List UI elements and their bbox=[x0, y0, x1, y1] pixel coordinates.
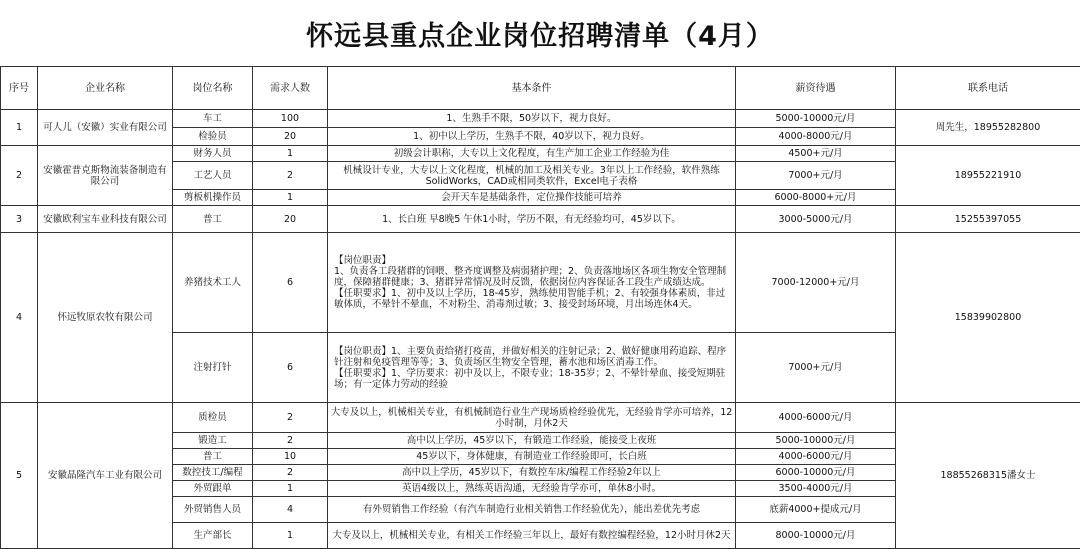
job-salary: 8000-10000元/月 bbox=[736, 523, 896, 549]
job-title: 普工 bbox=[173, 206, 253, 233]
company-name: 怀远牧原农牧有限公司 bbox=[38, 233, 173, 403]
company-name: 安徽欧利宝车业科技有限公司 bbox=[38, 206, 173, 233]
job-title: 注射打针 bbox=[173, 333, 253, 403]
job-salary: 5000-10000元/月 bbox=[736, 433, 896, 449]
job-salary: 3000-5000元/月 bbox=[736, 206, 896, 233]
job-title: 外贸销售人员 bbox=[173, 497, 253, 523]
job-count: 6 bbox=[253, 333, 328, 403]
job-condition: 机械设计专业，大专以上文化程度，机械的加工及相关专业。3年以上工作经验，软件熟练SolidWorks，CAD或相同类软件，Excel电子表格 bbox=[328, 162, 736, 190]
job-count: 1 bbox=[253, 146, 328, 162]
company-index: 1 bbox=[1, 110, 38, 146]
company-name: 安徽霍普克斯物流装备制造有限公司 bbox=[38, 146, 173, 206]
table-row bbox=[1, 206, 1080, 233]
header-index: 序号 bbox=[1, 67, 38, 110]
job-condition: 【岗位职责】 1、负责各工段猪群的饲喂、整齐度调整及病弱猪护理；2、负责落地场区各项生物安全管理制度，保障猪群健康；3、猪群异常情况及时反馈，依据岗位内容保证各工段生产成绩达成。 【任职要求】1、初中及以上学历，18-45岁，熟练使用智能手机；2、有较强身体素质，非过敏体质，不晕针不晕血，不对粉尘、消毒剂过敏；3、接受封场环境，月出场连休4天。 bbox=[328, 233, 736, 333]
job-condition: 会开天车是基础条件，定位操作技能可培养 bbox=[328, 190, 736, 206]
job-condition: 高中以上学历，45岁以下，有锻造工作经验，能接受上夜班 bbox=[328, 433, 736, 449]
job-salary: 6000-8000+元/月 bbox=[736, 190, 896, 206]
job-salary: 7000-12000+元/月 bbox=[736, 233, 896, 333]
job-salary: 4000-6000元/月 bbox=[736, 449, 896, 465]
job-condition: 1、生熟手不限，50岁以下，视力良好。 bbox=[328, 110, 736, 128]
job-title: 剪板机操作员 bbox=[173, 190, 253, 206]
job-condition: 大专及以上，机械相关专业，有机械制造行业生产现场质检经验优先，无经验肯学亦可培养，12小时制，月休2天 bbox=[328, 403, 736, 433]
company-contact: 周先生，18955282800 bbox=[896, 110, 1080, 146]
header-salary: 薪资待遇 bbox=[736, 67, 896, 110]
company-index: 4 bbox=[1, 233, 38, 403]
job-count: 4 bbox=[253, 497, 328, 523]
header-company: 企业名称 bbox=[38, 67, 173, 110]
job-salary: 4000-6000元/月 bbox=[736, 403, 896, 433]
table-row bbox=[1, 146, 1080, 162]
job-condition: 大专及以上，机械相关专业，有相关工作经验三年以上，最好有数控编程经验，12小时月休2天 bbox=[328, 523, 736, 549]
job-title: 养猪技术工人 bbox=[173, 233, 253, 333]
job-count: 6 bbox=[253, 233, 328, 333]
job-salary: 4500+元/月 bbox=[736, 146, 896, 162]
job-title: 生产部长 bbox=[173, 523, 253, 549]
job-count: 20 bbox=[253, 128, 328, 146]
header-conditions: 基本条件 bbox=[328, 67, 736, 110]
job-count: 10 bbox=[253, 449, 328, 465]
job-salary: 6000-10000元/月 bbox=[736, 465, 896, 481]
job-count: 1 bbox=[253, 523, 328, 549]
job-count: 20 bbox=[253, 206, 328, 233]
table-header-row bbox=[1, 67, 1080, 110]
job-title: 普工 bbox=[173, 449, 253, 465]
job-salary: 4000-8000元/月 bbox=[736, 128, 896, 146]
job-salary: 底薪4000+提成元/月 bbox=[736, 497, 896, 523]
job-title: 车工 bbox=[173, 110, 253, 128]
company-index: 3 bbox=[1, 206, 38, 233]
table-row bbox=[1, 110, 1080, 128]
job-count: 100 bbox=[253, 110, 328, 128]
table-row bbox=[1, 233, 1080, 333]
job-count: 2 bbox=[253, 465, 328, 481]
job-title: 外贸跟单 bbox=[173, 481, 253, 497]
job-title: 财务人员 bbox=[173, 146, 253, 162]
company-index: 2 bbox=[1, 146, 38, 206]
page-title: 怀远县重点企业岗位招聘清单（4月） bbox=[0, 0, 1080, 67]
job-title: 工艺人员 bbox=[173, 162, 253, 190]
job-salary: 3500-4000元/月 bbox=[736, 481, 896, 497]
company-index: 5 bbox=[1, 403, 38, 549]
job-salary: 5000-10000元/月 bbox=[736, 110, 896, 128]
job-condition: 初级会计职称，大专以上文化程度，有生产加工企业工作经验为佳 bbox=[328, 146, 736, 162]
job-condition: 1、初中以上学历，生熟手不限，40岁以下，视力良好。 bbox=[328, 128, 736, 146]
job-title: 锻造工 bbox=[173, 433, 253, 449]
recruitment-table bbox=[0, 66, 1080, 549]
company-name: 安徽晶隆汽车工业有限公司 bbox=[38, 403, 173, 549]
header-count: 需求人数 bbox=[253, 67, 328, 110]
job-title: 质检员 bbox=[173, 403, 253, 433]
header-position: 岗位名称 bbox=[173, 67, 253, 110]
job-count: 1 bbox=[253, 190, 328, 206]
job-title: 检验员 bbox=[173, 128, 253, 146]
job-condition: 有外贸销售工作经验（有汽车制造行业相关销售工作经验优先），能出差优先考虑 bbox=[328, 497, 736, 523]
job-condition: 1、长白班 早8晚5 午休1小时，学历不限，有无经验均可，45岁以下。 bbox=[328, 206, 736, 233]
job-condition: 英语4级以上，熟练英语沟通，无经验肯学亦可，单休8小时。 bbox=[328, 481, 736, 497]
job-title: 数控技工/编程 bbox=[173, 465, 253, 481]
job-count: 2 bbox=[253, 403, 328, 433]
job-salary: 7000+元/月 bbox=[736, 162, 896, 190]
company-contact: 18955221910 bbox=[896, 146, 1080, 206]
company-name: 可人儿（安徽）实业有限公司 bbox=[38, 110, 173, 146]
company-contact: 18855268315潘女士 bbox=[896, 403, 1080, 549]
job-count: 2 bbox=[253, 162, 328, 190]
table-row bbox=[1, 403, 1080, 433]
company-contact: 15255397055 bbox=[896, 206, 1080, 233]
job-condition: 45岁以下，身体健康，有制造业工作经验即可，长白班 bbox=[328, 449, 736, 465]
job-condition: 【岗位职责】1、主要负责给猪打疫苗，并做好相关的注射记录；2、做好健康用药追踪、程序针注射和免疫管理等等；3、负责场区生物安全管理，蓄水池和场区消毒工作。 【任职要求】1、学历要求：初中及以上，不限专业；18-35岁；2、不晕针晕血、接受短期驻场；有一定体力劳动的经验 bbox=[328, 333, 736, 403]
job-count: 2 bbox=[253, 433, 328, 449]
job-salary: 7000+元/月 bbox=[736, 333, 896, 403]
header-contact: 联系电话 bbox=[896, 67, 1080, 110]
job-count: 1 bbox=[253, 481, 328, 497]
job-condition: 高中以上学历，45岁以下，有数控车床/编程工作经验2年以上 bbox=[328, 465, 736, 481]
company-contact: 15839902800 bbox=[896, 233, 1080, 403]
